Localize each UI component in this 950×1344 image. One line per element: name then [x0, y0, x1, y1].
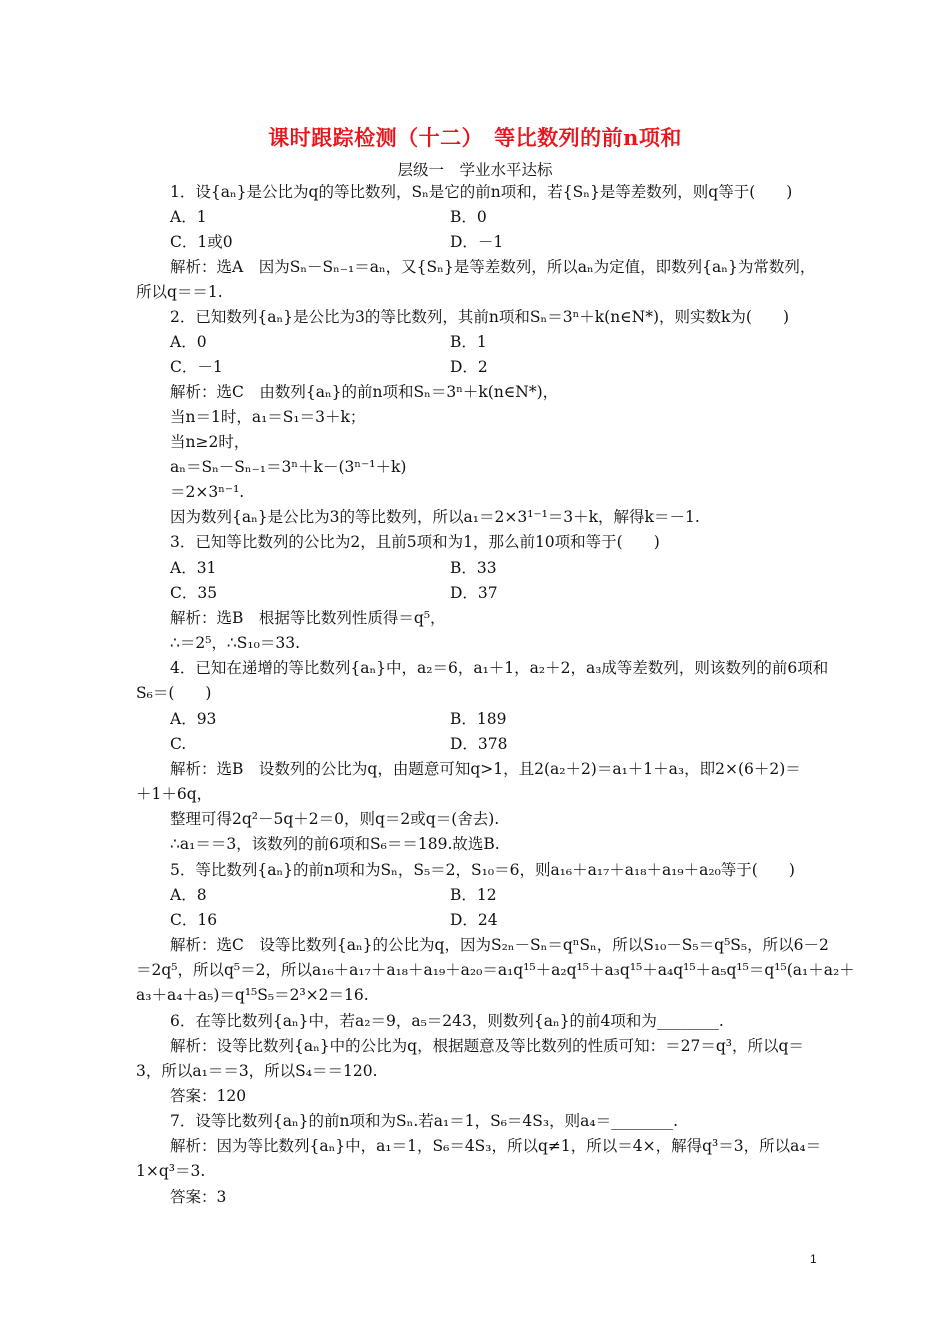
- q5-solution-line: ＝2q⁵，所以q⁵＝2，所以a₁₆＋a₁₇＋a₁₈＋a₁₉＋a₂₀＝a₁q¹⁵＋a₂q¹⁵＋a₃q¹⁵＋a₄q¹⁵＋a₅q¹⁵＝q¹⁵(a₁＋a₂＋: [136, 961, 855, 979]
- q5-option-d: D．24: [450, 911, 498, 929]
- q5-solution-line: a₃＋a₄＋a₅)＝q¹⁵S₅＝2³×2＝16.: [136, 986, 369, 1004]
- q4-solution-line: ∴a₁＝＝3，该数列的前6项和S₆＝＝189.故选B.: [170, 835, 500, 853]
- q2-solution-line: 当n≥2时，: [170, 433, 250, 451]
- q5-stem: 5．等比数列{aₙ}的前n项和为Sₙ，S₅＝2，S₁₀＝6，则a₁₆＋a₁₇＋a₁₈＋a₁₉＋a₂₀等于( ): [170, 861, 795, 879]
- q1-option-a: A．1: [170, 208, 207, 226]
- q4-solution-line: 解析：选B 设数列的公比为q，由题意可知q>1，且2(a₂＋2)＝a₁＋1＋a₃，即2×(6＋2)＝: [170, 760, 801, 778]
- q3-stem: 3．已知等比数列的公比为2，且前5项和为1，那么前10项和等于( ): [170, 533, 660, 551]
- q6-solution-line: 3，所以a₁＝＝3，所以S₄＝＝120.: [136, 1062, 378, 1080]
- q7-answer: 答案：3: [170, 1188, 227, 1206]
- q2-option-b: B．1: [450, 333, 487, 351]
- q4-option-a: A．93: [170, 710, 217, 728]
- q2-stem: 2．已知数列{aₙ}是公比为3的等比数列，其前n项和Sₙ＝3ⁿ＋k(n∈N*)，则实数k为( ): [170, 308, 790, 326]
- q4-solution-line: 整理可得2q²－5q＋2＝0，则q＝2或q＝(舍去).: [170, 810, 500, 828]
- q4-stem: S₆＝( ): [136, 684, 212, 702]
- q7-solution-line: 1×q³＝3.: [136, 1162, 206, 1180]
- q1-option-c: C．1或0: [170, 233, 233, 251]
- page-title: 课时跟踪检测（十二） 等比数列的前n项和: [268, 125, 682, 150]
- q2-solution-line: aₙ＝Sₙ－Sₙ₋₁＝3ⁿ＋k－(3ⁿ⁻¹＋k): [170, 458, 407, 476]
- q5-option-b: B．12: [450, 886, 497, 904]
- q1-solution-line: 解析：选A 因为Sₙ－Sₙ₋₁＝aₙ，又{Sₙ}是等差数列，所以aₙ为定值，即数列{aₙ}为常数列，: [170, 258, 816, 276]
- q5-solution-line: 解析：选C 设等比数列{aₙ}的公比为q，因为S₂ₙ－Sₙ＝qⁿSₙ，所以S₁₀－S₅＝q⁵S₅，所以6－2: [170, 936, 829, 954]
- q3-option-d: D．37: [450, 584, 498, 602]
- q4-stem: 4．已知在递增的等比数列{aₙ}中，a₂＝6，a₁＋1，a₂＋2，a₃成等差数列，则该数列的前6项和: [170, 659, 829, 677]
- q1-stem: 1．设{aₙ}是公比为q的等比数列，Sₙ是它的前n项和，若{Sₙ}是等差数列，则q等于( ): [170, 183, 793, 201]
- q2-option-a: A．0: [170, 333, 207, 351]
- q2-solution-line: ＝2×3ⁿ⁻¹.: [170, 483, 245, 501]
- q2-option-d: D．2: [450, 358, 488, 376]
- q2-solution-line: 解析：选C 由数列{aₙ}的前n项和Sₙ＝3ⁿ＋k(n∈N*)，: [170, 383, 559, 401]
- page-number: 1: [810, 1252, 817, 1266]
- q3-option-c: C．35: [170, 584, 218, 602]
- q4-solution-line: ＋1＋6q，: [136, 785, 213, 803]
- q6-answer: 答案：120: [170, 1087, 247, 1105]
- q7-stem: 7．设等比数列{aₙ}的前n项和为Sₙ.若a₁＝1，S₆＝4S₃，则a₄＝________.: [170, 1112, 678, 1130]
- q1-option-d: D．－1: [450, 233, 504, 251]
- q3-option-a: A．31: [170, 559, 217, 577]
- q4-option-d: D．378: [450, 735, 508, 753]
- q5-option-c: C．16: [170, 911, 218, 929]
- q7-solution-line: 解析：因为等比数列{aₙ}中，a₁＝1，S₆＝4S₃，所以q≠1，所以＝4×，解得q³＝3，所以a₄＝: [170, 1137, 822, 1155]
- section-subtitle: 层级一 学业水平达标: [397, 161, 553, 179]
- q3-option-b: B．33: [450, 559, 497, 577]
- q5-option-a: A．8: [170, 886, 207, 904]
- q3-solution-line: 解析：选B 根据等比数列性质得＝q⁵，: [170, 609, 446, 627]
- q2-solution-line: 因为数列{aₙ}是公比为3的等比数列，所以a₁＝2×3¹⁻¹＝3＋k，解得k＝－1.: [170, 508, 700, 526]
- q4-option-c: C.: [170, 735, 187, 753]
- q3-solution-line: ∴＝2⁵，∴S₁₀＝33.: [170, 634, 300, 652]
- q4-option-b: B．189: [450, 710, 507, 728]
- q2-solution-line: 当n＝1时，a₁＝S₁＝3＋k；: [170, 408, 366, 426]
- q2-option-c: C．－1: [170, 358, 223, 376]
- q1-solution-line: 所以q＝＝1.: [136, 283, 223, 301]
- q1-option-b: B．0: [450, 208, 487, 226]
- q6-stem: 6．在等比数列{aₙ}中，若a₂＝9，a₅＝243，则数列{aₙ}的前4项和为________.: [170, 1012, 724, 1030]
- q6-solution-line: 解析：设等比数列{aₙ}中的公比为q，根据题意及等比数列的性质可知：＝27＝q³，所以q＝: [170, 1037, 804, 1055]
